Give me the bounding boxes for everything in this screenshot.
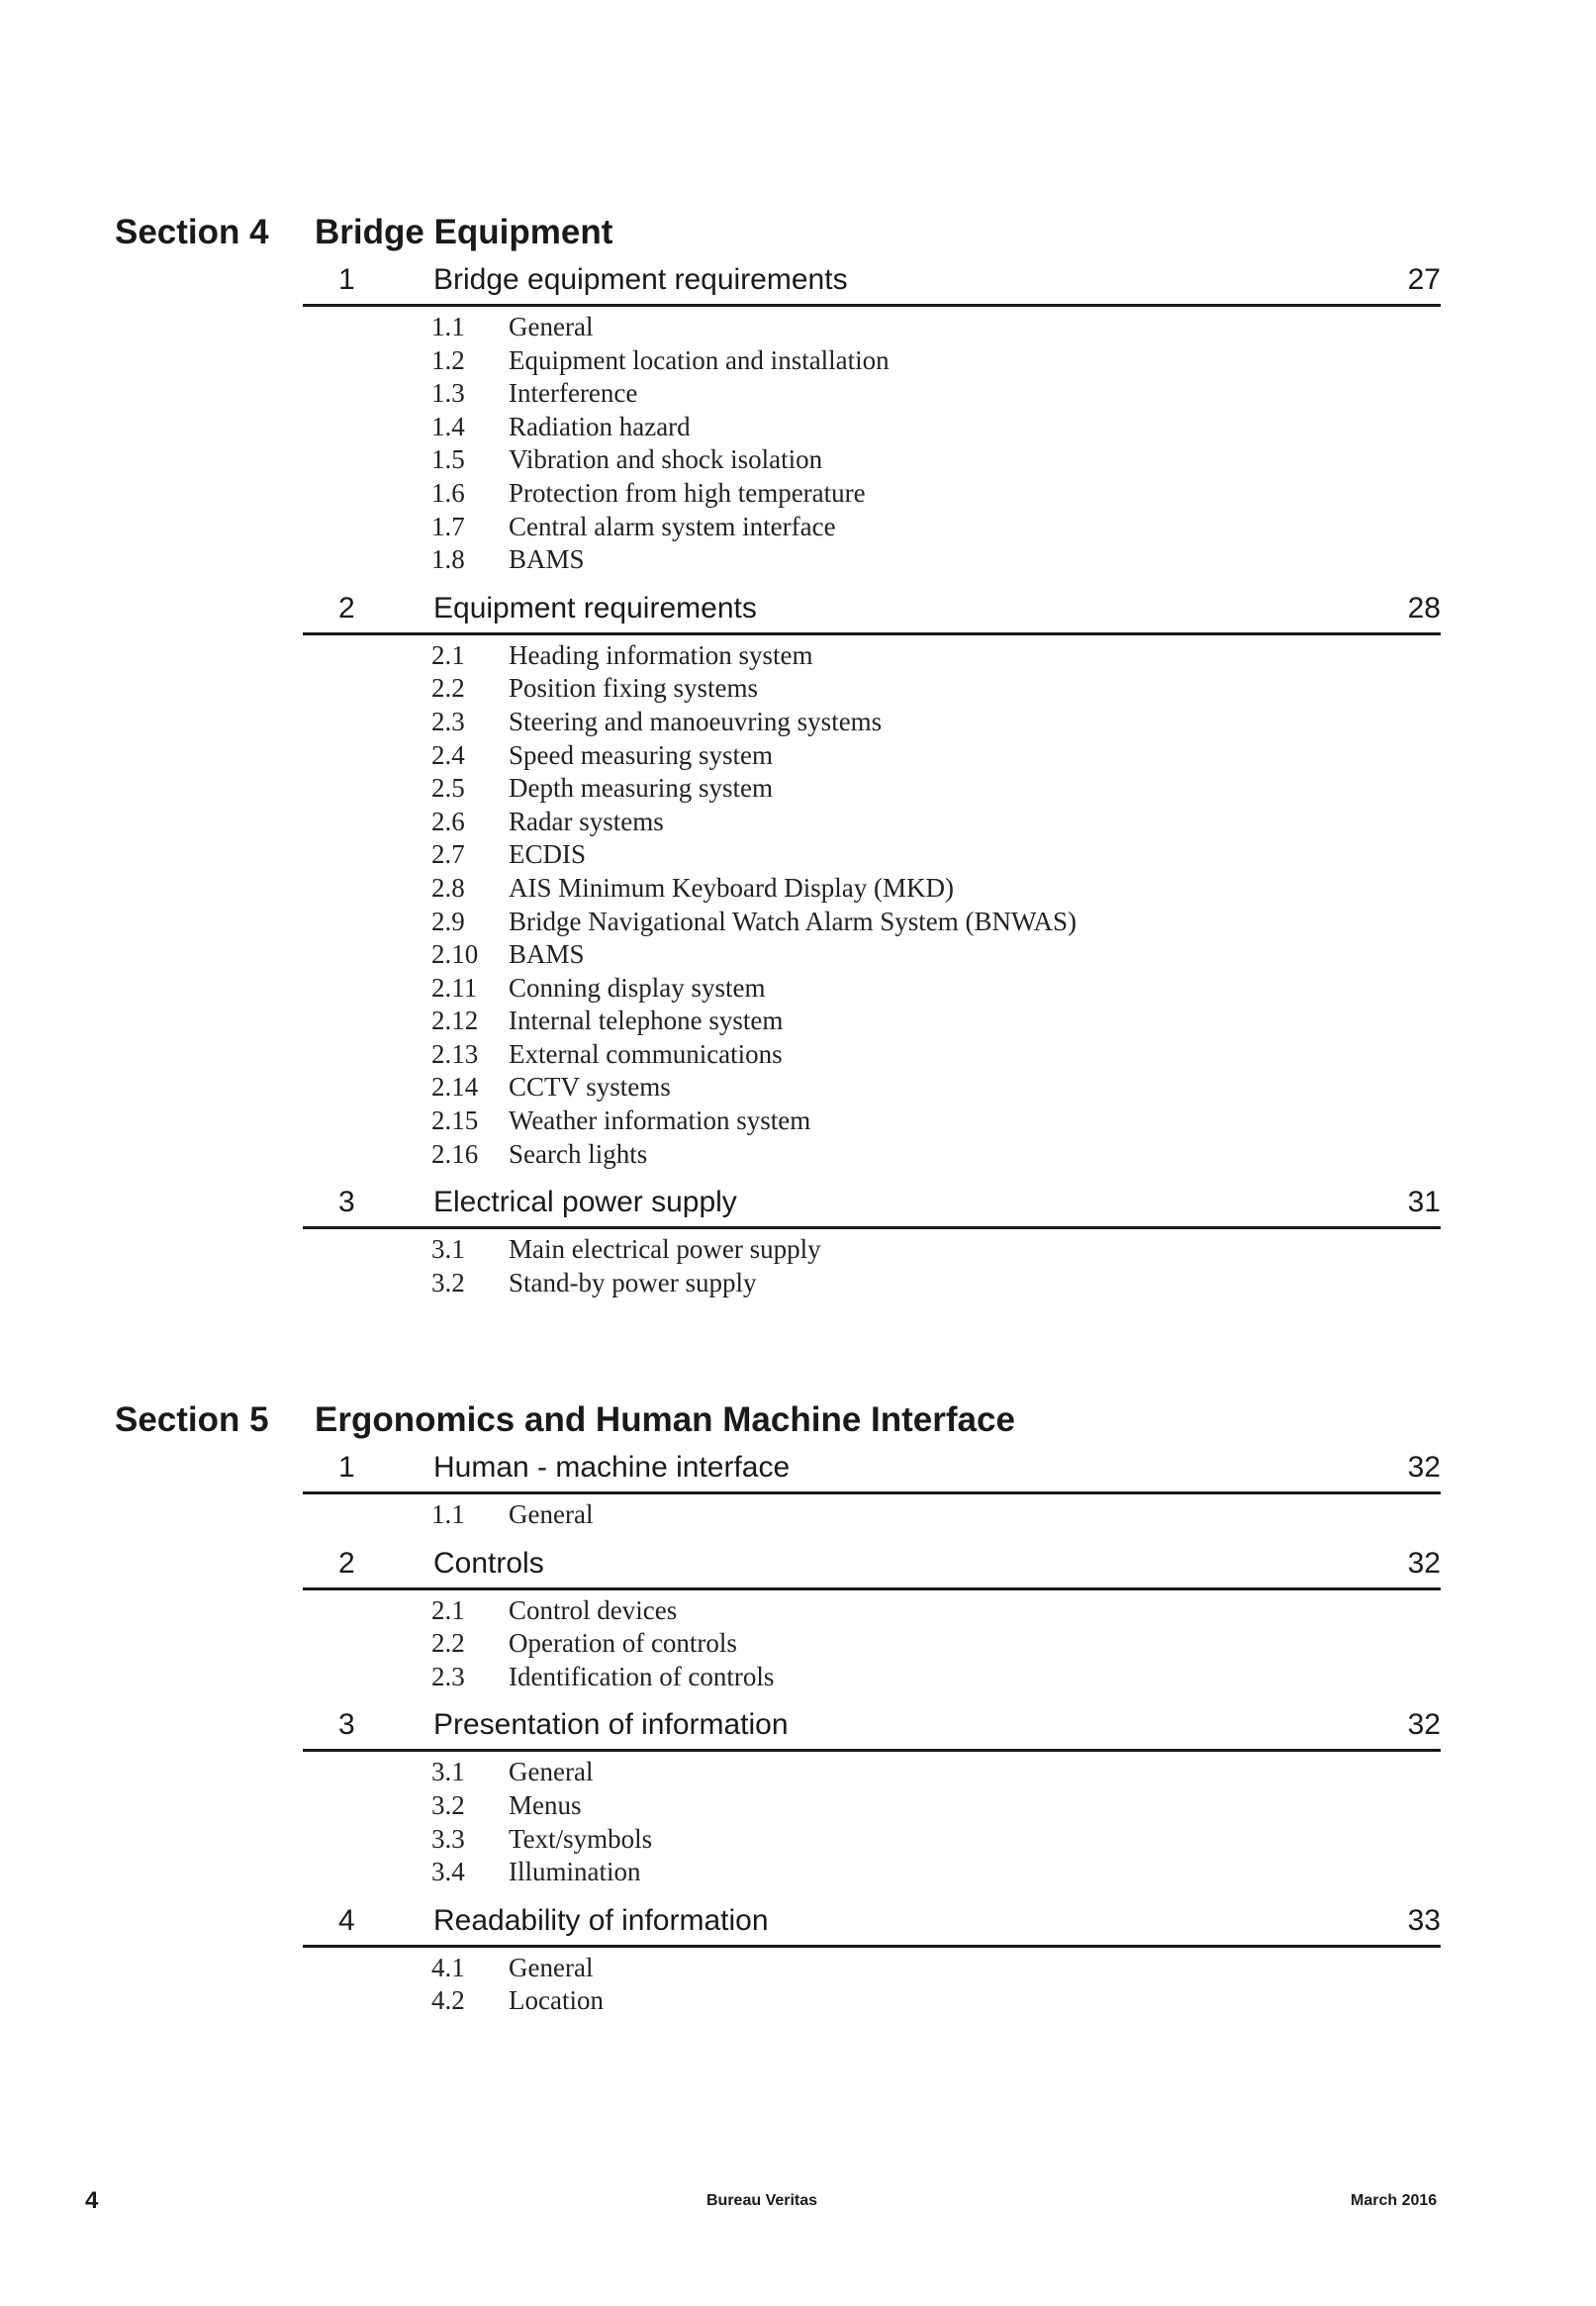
subsection-number: 3.4 [431,1857,465,1887]
toc-article-row[interactable] [303,1898,1441,1948]
article-number: 1 [338,1451,355,1484]
subsection-number: 2.8 [431,872,465,903]
subsection-number: 2.10 [431,939,479,970]
toc-section [0,1395,1596,2027]
subsection-list [0,1948,1596,2027]
toc-article-row[interactable] [303,1180,1441,1229]
subsection-title: Central alarm system interface [509,511,836,541]
subsection-number: 3.2 [431,1789,465,1820]
subsection-title: Interference [509,378,638,409]
toc-subsection-row[interactable] [0,1233,1596,1267]
subsection-title: Main electrical power supply [509,1234,821,1265]
subsection-number: 1.2 [431,344,465,375]
toc-subsection-row[interactable] [0,1138,1596,1172]
section-heading [0,208,1596,257]
toc-section [0,208,1596,1308]
subsection-title: Stand-by power supply [509,1267,757,1297]
subsection-title: Location [509,1985,604,2016]
subsection-number: 4.1 [431,1952,465,1982]
subsection-list [0,1229,1596,1308]
article-title: Readability of information [433,1903,769,1937]
article-number: 1 [338,263,355,296]
subsection-title: Conning display system [509,972,766,1003]
subsection-title: Illumination [509,1857,641,1887]
subsection-number: 1.1 [431,312,465,341]
toc-article-row[interactable] [303,1445,1441,1494]
toc-subsection-row[interactable] [0,1984,1596,2018]
footer-publisher: Bureau Veritas [706,2192,818,2209]
toc-subsection-row[interactable] [0,838,1596,872]
toc-subsection-row[interactable] [0,1627,1596,1661]
subsection-title: Position fixing systems [509,673,759,704]
article-title: Equipment requirements [433,591,757,625]
subsection-title: Search lights [509,1138,648,1169]
subsection-list [0,1752,1596,1897]
subsection-title: Steering and manoeuvring systems [509,706,883,736]
subsection-number: 1.1 [431,1499,465,1529]
article-number: 2 [338,1546,355,1580]
subsection-number: 2.6 [431,806,465,836]
subsection-title: Heading information system [509,639,813,670]
subsection-title: External communications [509,1038,783,1069]
subsection-number: 2.16 [431,1138,479,1169]
subsection-number: 2.4 [431,739,465,770]
toc-article-row[interactable] [303,257,1441,307]
subsection-number: 2.12 [431,1006,479,1036]
subsection-number: 3.1 [431,1757,465,1787]
toc-subsection-row[interactable] [0,1952,1596,1985]
subsection-number: 2.9 [431,906,465,936]
subsection-number: 2.15 [431,1105,479,1136]
subsection-list [0,307,1596,586]
toc-subsection-row[interactable] [0,739,1596,773]
subsection-number: 2.13 [431,1038,479,1069]
subsection-title: General [509,312,594,341]
toc-subsection-row[interactable] [0,706,1596,739]
toc-subsection-row[interactable] [0,1823,1596,1857]
toc-subsection-row[interactable] [0,1038,1596,1072]
subsection-title: Operation of controls [509,1628,737,1659]
section-label: Section 4 [115,213,269,251]
toc-subsection-row[interactable] [0,1661,1596,1694]
subsection-number: 2.1 [431,1594,465,1625]
article-title: Electrical power supply [433,1186,737,1219]
subsection-number: 2.14 [431,1072,479,1103]
toc-subsection-row[interactable] [0,1498,1596,1532]
toc-subsection-row[interactable] [0,938,1596,972]
article-title: Controls [433,1546,544,1580]
article-page-number: 32 [1407,1546,1441,1580]
section-heading [0,1395,1596,1445]
article-page-number: 31 [1407,1186,1441,1219]
subsection-title: AIS Minimum Keyboard Display (MKD) [509,872,954,903]
subsection-title: Text/symbols [509,1823,653,1854]
toc-subsection-row[interactable] [0,1071,1596,1105]
toc-subsection-row[interactable] [0,772,1596,806]
toc-subsection-row[interactable] [0,477,1596,511]
article-title: Bridge equipment requirements [433,263,848,296]
subsection-number: 2.7 [431,839,465,870]
toc-subsection-row[interactable] [0,1267,1596,1300]
toc-article-row[interactable] [303,1702,1441,1752]
subsection-number: 2.2 [431,673,465,704]
subsection-number: 1.7 [431,511,465,541]
section-title: Ergonomics and Human Machine Interface [315,1400,1015,1439]
subsection-title: General [509,1757,594,1787]
subsection-number: 2.3 [431,706,465,736]
subsection-number: 1.8 [431,544,465,575]
toc-subsection-row[interactable] [0,511,1596,544]
toc-subsection-row[interactable] [0,906,1596,939]
toc-subsection-row[interactable] [0,639,1596,673]
subsection-title: BAMS [509,939,585,970]
subsection-number: 2.5 [431,773,465,804]
toc-subsection-row[interactable] [0,344,1596,378]
subsection-number: 3.3 [431,1823,465,1854]
article-page-number: 28 [1407,591,1441,625]
subsection-list [0,1494,1596,1541]
footer-page-number: 4 [85,2187,99,2214]
subsection-number: 2.2 [431,1628,465,1659]
subsection-title: Equipment location and installation [509,344,890,375]
section-title: Bridge Equipment [315,213,613,251]
toc-subsection-row[interactable] [0,672,1596,706]
toc-subsection-row[interactable] [0,1789,1596,1823]
toc-subsection-row[interactable] [0,1105,1596,1138]
footer-date: March 2016 [1351,2192,1438,2209]
subsection-number: 3.1 [431,1234,465,1265]
subsection-title: General [509,1952,594,1982]
toc-subsection-row[interactable] [0,972,1596,1006]
subsection-number: 2.1 [431,639,465,670]
subsection-title: Control devices [509,1594,678,1625]
subsection-number: 1.4 [431,411,465,441]
toc-article-row[interactable] [303,586,1441,635]
toc-subsection-row[interactable] [0,411,1596,444]
toc-subsection-row[interactable] [0,1856,1596,1889]
article-title: Human - machine interface [433,1451,791,1484]
subsection-number: 3.2 [431,1267,465,1297]
article-number: 3 [338,1186,355,1219]
subsection-title: Internal telephone system [509,1006,784,1036]
subsection-title: Speed measuring system [509,739,773,770]
subsection-title: Identification of controls [509,1661,775,1691]
subsection-title: BAMS [509,544,585,575]
toc-subsection-row[interactable] [0,806,1596,839]
subsection-title: Bridge Navigational Watch Alarm System (BNWAS) [509,906,1077,936]
subsection-title: Radar systems [509,806,664,836]
toc-subsection-row[interactable] [0,377,1596,411]
article-title: Presentation of information [433,1708,789,1742]
toc-subsection-row[interactable] [0,311,1596,344]
subsection-number: 1.6 [431,477,465,508]
subsection-number: 4.2 [431,1985,465,2016]
toc-subsection-row[interactable] [0,1005,1596,1038]
subsection-title: General [509,1499,594,1529]
subsection-title: CCTV systems [509,1072,671,1103]
subsection-title: Vibration and shock isolation [509,444,823,475]
toc-article-row[interactable] [303,1541,1441,1590]
article-page-number: 32 [1407,1451,1441,1484]
article-page-number: 32 [1407,1708,1441,1742]
subsection-title: Depth measuring system [509,773,773,804]
article-number: 4 [338,1903,355,1937]
subsection-title: Weather information system [509,1105,811,1136]
subsection-list [0,1590,1596,1703]
section-label: Section 5 [115,1400,269,1439]
subsection-number: 2.3 [431,1661,465,1691]
article-page-number: 33 [1407,1903,1441,1937]
toc-subsection-row[interactable] [0,1594,1596,1628]
subsection-title: Menus [509,1789,582,1820]
toc-subsection-row[interactable] [0,1756,1596,1789]
subsection-number: 2.11 [431,972,478,1003]
subsection-number: 1.5 [431,444,465,475]
toc-subsection-row[interactable] [0,872,1596,906]
toc-subsection-row[interactable] [0,543,1596,577]
toc-subsection-row[interactable] [0,443,1596,477]
subsection-list [0,635,1596,1181]
article-page-number: 27 [1407,263,1441,296]
subsection-number: 1.3 [431,378,465,409]
subsection-title: ECDIS [509,839,587,870]
article-number: 3 [338,1708,355,1742]
subsection-title: Protection from high temperature [509,477,866,508]
article-number: 2 [338,591,355,625]
subsection-title: Radiation hazard [509,411,691,441]
